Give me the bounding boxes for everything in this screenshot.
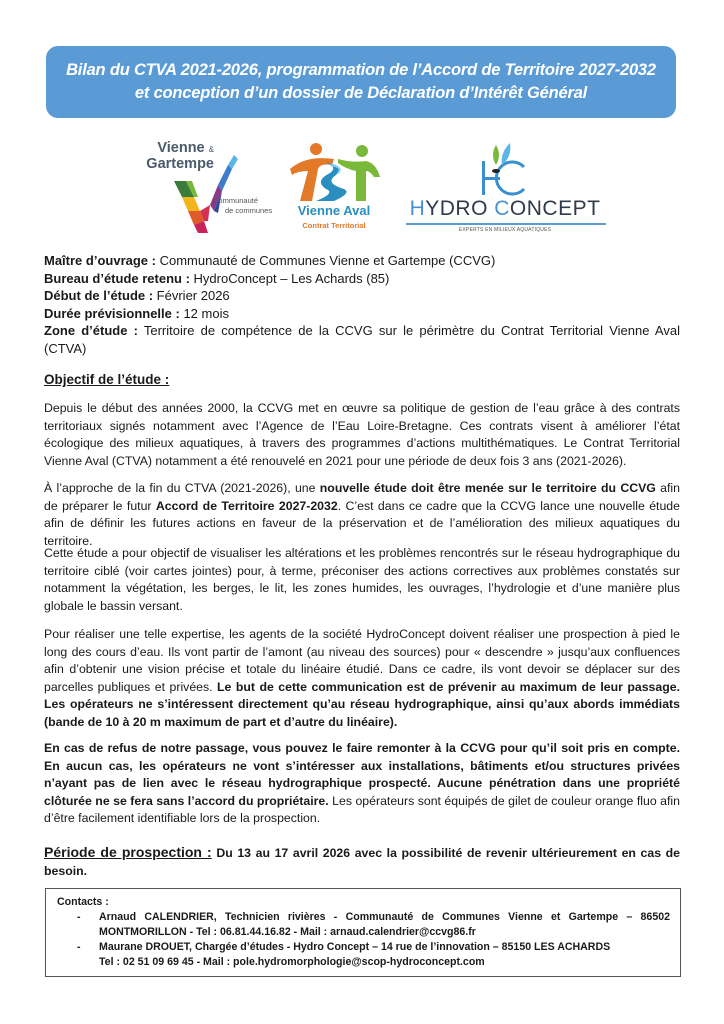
v-mosaic-icon bbox=[174, 155, 238, 233]
paragraph-2 bbox=[44, 480, 680, 550]
paragraph-1: Depuis le début des années 2000, la CCVG met en œuvre sa politique de gestion de l’eau grâce à des contrats territoriaux signés notamment avec l’Agence de l’Eau Loire-Bretagne. Ces contrats visent à améliorer l’état écologique des milieux aquatiques, à travers des programmes d’actions multithématiques. Le Contrat Territorial Vienne Aval (CTVA) notamment a été renouvelé en 2021 pour une période de deux fois 3 ans (2021-2026). bbox=[44, 401, 680, 468]
hc-tagline: EXPERTS EN MILIEUX AQUATIQUES bbox=[458, 227, 552, 233]
info-label: Bureau d’étude retenu : bbox=[44, 270, 190, 286]
logos-row bbox=[130, 135, 620, 235]
periode-prospection bbox=[44, 844, 680, 880]
hc-h: H bbox=[409, 197, 426, 220]
people-river-icon bbox=[286, 141, 382, 203]
p4-text-a: Pour réaliser une telle expertise, les agents de la société HydroConcept doivent réaliser une prospection à pied le long des cours d’eau. Ils vont partir de l’amont (au niveau des sources) pour « descendre » jusqu’aux confluences afin d’obtenir une vision précise et totale du linéaire étudié. Dans ce cadre, ils vont devoir se déplacer sur des parcelles publiques et privées. bbox=[44, 627, 680, 694]
vg-subtitle bbox=[213, 196, 272, 216]
info-label: Début de l’étude : bbox=[44, 288, 154, 304]
logo-hydro-concept bbox=[398, 141, 613, 236]
p2-bold-b: nouvelle étude doit être menée sur le territoire du CCVG bbox=[319, 481, 656, 495]
va-name: Vienne Aval bbox=[297, 203, 371, 218]
info-label: Durée prévisionnelle : bbox=[44, 305, 180, 321]
hc-underline bbox=[406, 223, 606, 225]
info-value: Communauté de Communes Vienne et Gartempe (CCVG) bbox=[155, 253, 496, 268]
hc-leaf-icon bbox=[474, 141, 534, 197]
contacts-box bbox=[45, 888, 681, 977]
info-row bbox=[44, 287, 680, 305]
paragraph-3: Cette étude a pour objectif de visualiser les altérations et les problèmes rencontrés sur le réseau hydrographique du territoire ciblé (voir cartes jointes) pour, à terme, préconiser des actions correctives aux problèmes constatés sur notamment la végétation, les berges, le lit, les zones humides, les ouvrages, l’hydrologie et d’une manière plus globale le bassin versant. bbox=[44, 546, 680, 613]
p2-text-e: . C’est dans ce cadre que la CCVG lance une nouvelle étude afin de définir les futures actions en faveur de la préservation et de l’amélioration des milieux aquatiques du territoire. bbox=[44, 498, 680, 548]
contacts-title: Contacts : bbox=[57, 896, 109, 908]
vg-amp: & bbox=[208, 145, 214, 154]
contact-item bbox=[57, 910, 670, 940]
hc-oncept: ONCEPT bbox=[509, 197, 601, 220]
hc-ydro: YDRO bbox=[425, 197, 495, 220]
p2-text-c: afin de préparer le futur bbox=[44, 481, 680, 513]
logo-vienne-aval bbox=[282, 141, 386, 236]
contact-text: Maurane DROUET, Chargée d’études - Hydro Concept – 14 rue de l’innovation – 85150 LES ACHARDS bbox=[99, 941, 611, 953]
info-row bbox=[44, 305, 680, 323]
periode-label: Période de prospection : bbox=[44, 844, 212, 860]
title-banner bbox=[46, 46, 676, 118]
vg-line1: Vienne bbox=[157, 140, 205, 156]
p4-bold-b: Le but de cette communication est de prévenir au maximum de leur passage. Les opérateurs ne s’intéressent directement qu’au réseau hydrographique, ainsi qu’aux abords immédiats (bande de 10 à 20 m maximum de part et d’autre du linéaire). bbox=[44, 679, 680, 729]
info-label: Maître d’ouvrage : bbox=[44, 253, 156, 268]
info-row bbox=[44, 270, 680, 288]
info-row bbox=[44, 252, 680, 270]
vg-sub1: Communauté bbox=[213, 196, 259, 205]
study-info bbox=[44, 252, 680, 358]
info-value: Territoire de compétence de la CCVG sur le périmètre du Contrat Territorial Vienne Aval (CTVA) bbox=[44, 323, 680, 356]
section-title-objectif: Objectif de l’étude : bbox=[44, 372, 170, 387]
p5-text-b: Les opérateurs sont équipés de gilet de couleur orange fluo afin d’être facilement identifiable lors de la prospection. bbox=[44, 793, 680, 826]
paragraph-4 bbox=[44, 626, 680, 732]
document-title: Bilan du CTVA 2021-2026, programmation de l’Accord de Territoire 2027-2032 et conception d’un dossier de Déclaration d’Intérêt Général bbox=[66, 61, 656, 102]
list-dash: - bbox=[77, 911, 81, 923]
contact-item bbox=[57, 940, 670, 970]
vg-sub2: de communes bbox=[225, 206, 273, 215]
p5-bold-a: En cas de refus de notre passage, vous pouvez le faire remonter à la CCVG pour qu’il soit pris en compte. En aucun cas, les opérateurs ne vont s’intéresser aux installations, bâtiments et/ou structures privées n’ayant pas de lien avec le réseau hydrographique prospecté. Aucune pénétration dans une propriété clôturée ne se fera sans l’accord du propriétaire. bbox=[44, 741, 680, 808]
contacts-list bbox=[57, 910, 670, 970]
periode-value: Du 13 au 17 avril 2026 avec la possibilité de revenir ultérieurement en cas de besoin. bbox=[44, 846, 681, 878]
contact-text: Arnaud CALENDRIER, Technicien rivières - Communauté de Communes Vienne et Gartempe – 86502 MONTMORILLON - Tel : 06.81.44.16.82 - Mail : arnaud.calendrier@ccvg86.fr bbox=[99, 911, 670, 938]
p2-text-a: À l’approche de la fin du CTVA (2021-2026), une bbox=[44, 481, 320, 495]
hc-name bbox=[402, 197, 608, 221]
info-value: HydroConcept – Les Achards (85) bbox=[189, 270, 390, 286]
info-label: Zone d’étude : bbox=[44, 323, 138, 339]
hc-c: C bbox=[494, 197, 510, 220]
vg-line2: Gartempe bbox=[146, 156, 214, 172]
info-row bbox=[44, 322, 680, 357]
va-subtitle: Contrat Territorial bbox=[302, 221, 366, 230]
paragraph-5 bbox=[44, 740, 680, 828]
logo-vienne-gartempe bbox=[138, 141, 278, 231]
info-value: 12 mois bbox=[179, 305, 229, 321]
p2-bold-d: Accord de Territoire 2027-2032 bbox=[155, 498, 338, 513]
info-value: Février 2026 bbox=[153, 288, 230, 304]
contact-text-2: Tel : 02 51 09 69 45 - Mail : pole.hydromorphologie@scop-hydroconcept.com bbox=[99, 956, 485, 968]
list-dash: - bbox=[77, 941, 81, 953]
